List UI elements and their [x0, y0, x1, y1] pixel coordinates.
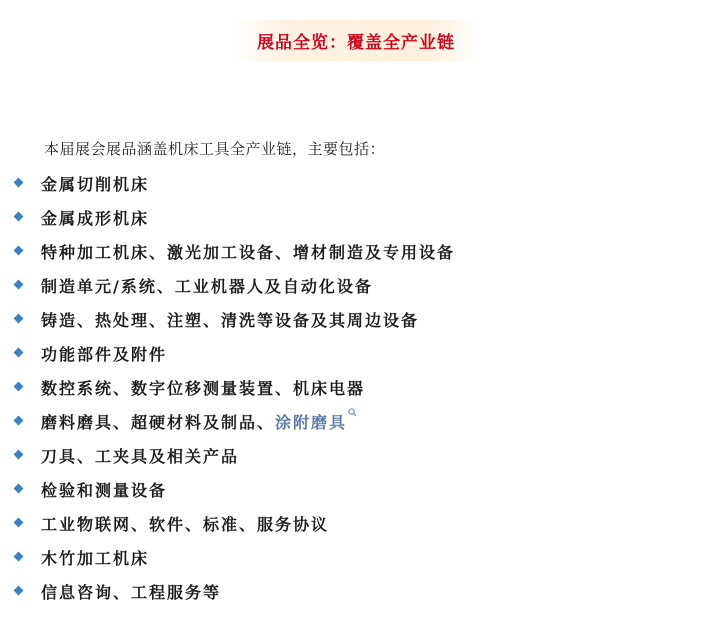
diamond-bullet-icon — [14, 246, 24, 256]
list-item-label: 功能部件及附件 — [41, 344, 168, 364]
list-item-label: 信息咨询、工程服务等 — [41, 582, 222, 602]
diamond-bullet-icon — [14, 518, 24, 528]
list-item-label: 铸造、热处理、注塑、清洗等设备及其周边设备 — [41, 310, 420, 330]
list-item-label: 木竹加工机床 — [41, 548, 150, 568]
title-banner — [0, 20, 712, 61]
diamond-bullet-icon — [14, 382, 24, 392]
diamond-bullet-icon — [14, 314, 24, 324]
list-item — [0, 268, 712, 302]
exhibit-category-list — [0, 166, 712, 608]
list-item — [0, 540, 712, 574]
diamond-bullet-icon — [14, 348, 24, 358]
list-item — [0, 370, 712, 404]
search-icon[interactable] — [348, 408, 357, 417]
list-item — [0, 574, 712, 608]
diamond-bullet-icon — [14, 416, 24, 426]
diamond-bullet-icon — [14, 178, 24, 188]
diamond-bullet-icon — [14, 280, 24, 290]
page-title: 展品全览：覆盖全产业链 — [235, 20, 477, 61]
list-item — [0, 200, 712, 234]
list-item — [0, 506, 712, 540]
list-item-label: 工业物联网、软件、标准、服务协议 — [41, 514, 330, 534]
list-item-label: 金属切削机床 — [41, 174, 150, 194]
list-item-label: 特种加工机床、激光加工设备、增材制造及专用设备 — [41, 242, 456, 262]
list-item — [0, 234, 712, 268]
list-item-label: 数控系统、数字位移测量装置、机床电器 — [41, 378, 366, 398]
list-item — [0, 438, 712, 472]
list-item-label: 制造单元/系统、工业机器人及自动化设备 — [41, 276, 373, 296]
list-item — [0, 472, 712, 506]
list-item — [0, 336, 712, 370]
list-item-label: 检验和测量设备 — [41, 480, 168, 500]
diamond-bullet-icon — [14, 552, 24, 562]
intro-text: 本届展会展品涵盖机床工具全产业链，主要包括： — [44, 140, 386, 158]
list-item-label: 金属成形机床 — [41, 208, 150, 228]
list-item-text: 磨料磨具、超硬材料及制品、 — [41, 412, 276, 432]
diamond-bullet-icon — [14, 484, 24, 494]
list-item-label: 刀具、工夹具及相关产品 — [41, 446, 240, 466]
diamond-bullet-icon — [14, 212, 24, 222]
diamond-bullet-icon — [14, 586, 24, 596]
search-link[interactable]: 涂附磨具 — [275, 412, 348, 432]
list-item — [0, 302, 712, 336]
list-item — [0, 166, 712, 200]
diamond-bullet-icon — [14, 450, 24, 460]
list-item — [0, 404, 712, 438]
list-item-label — [41, 410, 357, 433]
